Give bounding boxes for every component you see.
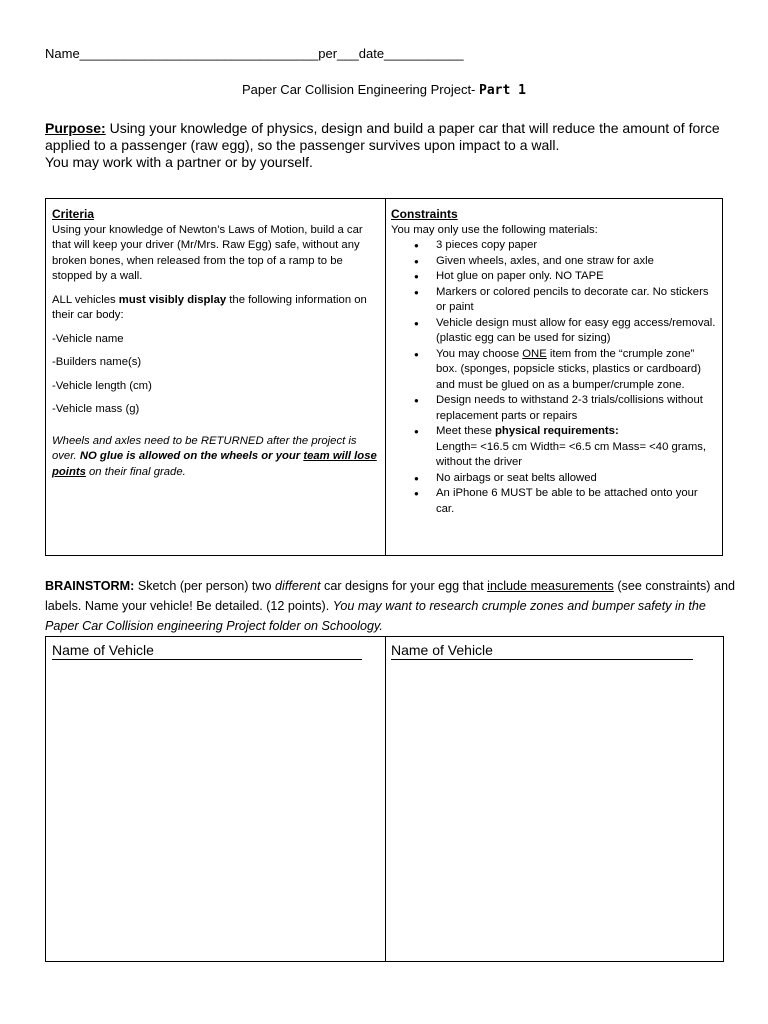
list-item: ● Given wheels, axles, and one straw for axle: [391, 254, 716, 270]
criteria-item: -Builders name(s): [52, 356, 142, 368]
sketch-table: [45, 636, 724, 962]
name-per-date-line: Name_________________________________per___date___________: [45, 46, 464, 61]
criteria-intro: Using your knowledge of Newton’s Laws of Motion, build a car that will keep your driver (Mr/Mrs. Raw Egg) safe, without any broken bones, when released from the top of a ramp to be stopped by a wall.: [52, 223, 363, 282]
display-pre: ALL vehicles: [52, 293, 119, 306]
list-item: [391, 424, 716, 471]
brainstorm-label: BRAINSTORM:: [45, 579, 135, 593]
brainstorm-different: different: [275, 579, 321, 593]
table-divider: [385, 637, 386, 961]
vehicle-name-field-right[interactable]: Name of Vehicle: [391, 641, 693, 660]
list-item: ● No airbags or seat belts allowed: [391, 471, 716, 487]
brainstorm-text3: (see constraints) and labels. Name your vehicle! Be detailed. (12 points).: [45, 579, 735, 613]
purpose-text: Using your knowledge of physics, design and build a paper car that will reduce the amount of force applied to a passenger (raw egg), so the passenger survives upon impact to a wall.: [45, 120, 720, 153]
criteria-display-rule: [52, 293, 380, 324]
list-item: [391, 347, 716, 394]
display-bold: must visibly display: [118, 293, 227, 306]
purpose-label: Purpose:: [45, 120, 106, 136]
brainstorm-italic: You may want to research crumple zones and bumper safety in the Paper Car Collision engineering Project folder on Schoology.: [45, 599, 706, 633]
crumple-post: item from the “crumple zone” box. (sponges, popsicle sticks, plastics or cardboard) and must be glued on as a bumper/crumple zone.: [436, 347, 701, 391]
return-italic: Wheels and axles need to be RETURNED after the project is over.: [52, 434, 357, 462]
brainstorm-include: include measurements: [487, 579, 614, 593]
title-text: Paper Car Collision Engineering Project-: [242, 82, 480, 97]
partner-text: You may work with a partner or by yourself.: [45, 154, 313, 170]
return-bold-underline: team will lose points: [52, 450, 377, 478]
criteria-item: -Vehicle length (cm): [52, 379, 152, 392]
list-item: ● Hot glue on paper only. NO TAPE: [391, 269, 716, 285]
purpose-section: [45, 120, 735, 171]
list-item: ● Markers or colored pencils to decorate car. No stickers or paint: [391, 285, 716, 316]
return-tail: on their final grade.: [85, 465, 186, 478]
criteria-cell: [52, 207, 380, 480]
criteria-heading: Criteria: [52, 207, 95, 221]
title-part: Part 1: [479, 83, 526, 98]
constraints-cell: [391, 207, 716, 517]
physical-bold: physical requirements:: [495, 425, 619, 437]
criteria-item: -Vehicle name: [52, 332, 124, 345]
list-item: ● Design needs to withstand 2-3 trials/collisions without replacement parts or repairs: [391, 393, 716, 424]
list-item: ● An iPhone 6 MUST be able to be attached onto your car.: [391, 486, 716, 517]
page-title: [0, 82, 768, 98]
return-bold: NO glue is allowed on the wheels or your: [79, 450, 304, 462]
criteria-item: -Vehicle mass (g): [52, 403, 140, 415]
constraints-list: [391, 238, 716, 517]
constraints-intro: You may only use the following materials:: [391, 223, 598, 236]
brainstorm-instructions: [45, 576, 735, 636]
return-note: [52, 434, 380, 481]
crumple-pre: You may choose: [436, 347, 523, 360]
list-item: ● 3 pieces copy paper: [391, 238, 716, 254]
crumple-one: ONE: [522, 347, 547, 360]
vehicle-name-field-left[interactable]: Name of Vehicle: [52, 641, 362, 660]
constraints-heading: Constraints: [391, 207, 458, 221]
list-item: ● Vehicle design must allow for easy egg access/removal. (plastic egg can be used for sizing): [391, 316, 716, 347]
criteria-constraints-table: [45, 198, 723, 556]
brainstorm-text1: Sketch (per person) two: [134, 579, 276, 593]
physical-pre: Meet these: [436, 425, 496, 437]
brainstorm-text2: car designs for your egg that: [320, 579, 488, 593]
display-post: the following information on their car body:: [52, 293, 367, 321]
physical-detail: Length= <16.5 cm Width= <6.5 cm Mass= <40 grams, without the driver: [436, 440, 707, 468]
table-divider: [385, 199, 386, 555]
